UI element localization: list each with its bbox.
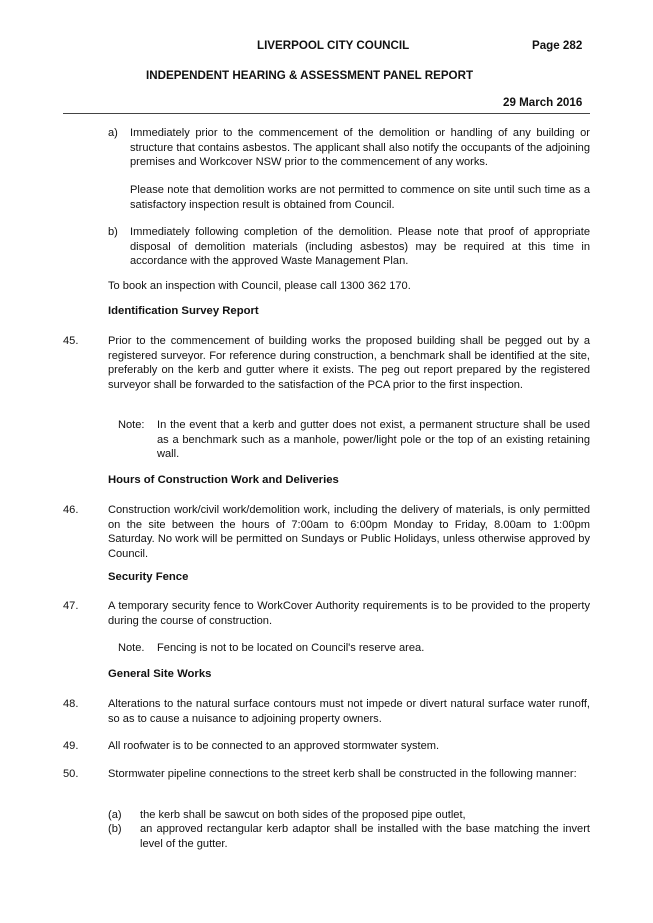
item-50-sub-a-label: (a) xyxy=(108,809,122,821)
section-heading-site-works: General Site Works xyxy=(108,668,212,680)
header-rule xyxy=(63,113,590,114)
item-48-number: 48. xyxy=(63,698,79,710)
item-50-number: 50. xyxy=(63,768,79,780)
item-47-note-label: Note. xyxy=(118,642,145,654)
item-46-text: Construction work/civil work/demolition work, including the delivery of materials, is only permitted on the site between the hours of 7:00am to 6:00pm Monday to Friday, 8.00am to 1:00pm Saturday. No work will be permitted on Sundays or Public Holidays, unless otherwise approved by Council. xyxy=(108,504,590,560)
item-b-text: Immediately following completion of the demolition. Please note that proof of appropriate disposal of demolition materials (including asbestos) may be required at this time in accordance with the approved Waste Management Plan. xyxy=(130,226,590,268)
item-a-label: a) xyxy=(108,127,118,139)
booking-text: To book an inspection with Council, please call 1300 362 170. xyxy=(108,280,411,292)
page-number: Page 282 xyxy=(532,39,583,52)
council-name: LIVERPOOL CITY COUNCIL xyxy=(257,39,410,52)
item-45-number: 45. xyxy=(63,335,79,347)
item-50-sub-b-label: (b) xyxy=(108,823,122,835)
item-45-note-text: In the event that a kerb and gutter does not exist, a permanent structure shall be used as a benchmark such as a manhole, power/light pole or the top of an existing retaining wall. xyxy=(157,419,590,461)
item-b-label: b) xyxy=(108,226,118,238)
item-48-text: Alterations to the natural surface contours must not impede or divert natural surface water runoff, so as to cause a nuisance to adjoining property owners. xyxy=(108,698,590,725)
report-title: INDEPENDENT HEARING & ASSESSMENT PANEL REPORT xyxy=(146,69,474,82)
item-45-note-label: Note: xyxy=(118,419,145,431)
item-47-note-text: Fencing is not to be located on Council's reserve area. xyxy=(157,642,425,654)
item-50-sub-a-text: the kerb shall be sawcut on both sides of the proposed pipe outlet, xyxy=(140,809,466,821)
item-49-number: 49. xyxy=(63,740,79,752)
item-47-text: A temporary security fence to WorkCover Authority requirements is to be provided to the property during the course of construction. xyxy=(108,600,590,627)
item-47-number: 47. xyxy=(63,600,79,612)
section-heading-hours: Hours of Construction Work and Deliveries xyxy=(108,474,339,486)
item-a-note: Please note that demolition works are not permitted to commence on site until such time as a satisfactory inspection result is obtained from Council. xyxy=(130,184,590,211)
item-50-sub-b-text: an approved rectangular kerb adaptor shall be installed with the base matching the invert level of the gutter. xyxy=(140,823,590,850)
item-50-text: Stormwater pipeline connections to the street kerb shall be constructed in the following manner: xyxy=(108,768,577,780)
item-a-text: Immediately prior to the commencement of the demolition or handling of any building or structure that contains asbestos. The applicant shall also notify the occupants of the adjoining premises and Workcover NSW prior to the commencement of any works. xyxy=(130,127,590,169)
item-46-number: 46. xyxy=(63,504,79,516)
item-45-text: Prior to the commencement of building works the proposed building shall be pegged out by a registered surveyor. For reference during construction, a benchmark shall be identified at the site, preferably on the kerb and gutter where it exists. The peg out report prepared by the registered surveyor shall be forwarded to the satisfaction of the PCA prior to the first inspection. xyxy=(108,335,590,391)
section-heading-survey: Identification Survey Report xyxy=(108,305,259,317)
section-heading-fence: Security Fence xyxy=(108,571,189,583)
report-date: 29 March 2016 xyxy=(503,96,583,109)
item-49-text: All roofwater is to be connected to an approved stormwater system. xyxy=(108,740,440,752)
